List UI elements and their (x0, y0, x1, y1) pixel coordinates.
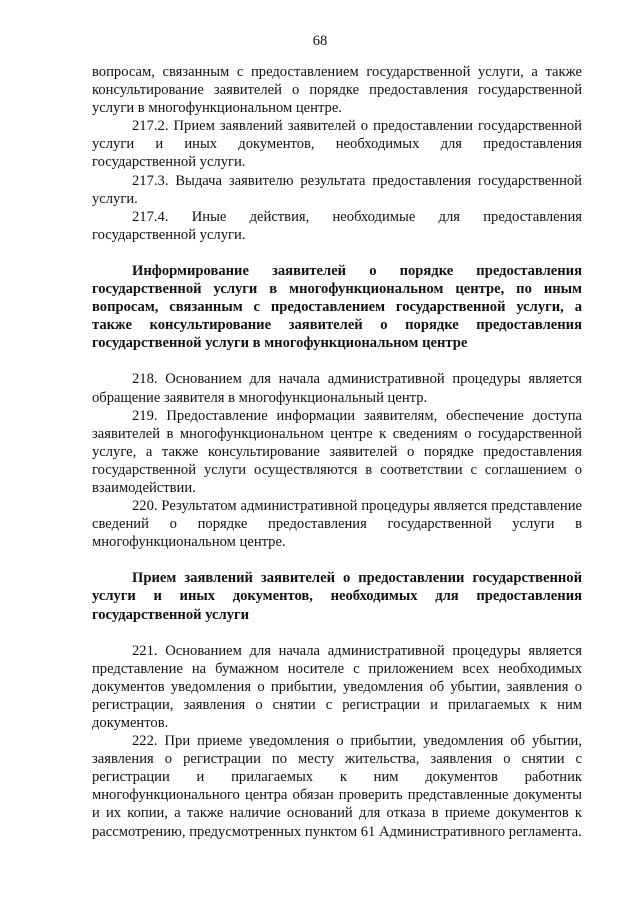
paragraph: 217.4. Иные действия, необходимые для предоставления государственной услуги. (92, 208, 582, 243)
page-body (92, 63, 582, 841)
paragraph: вопросам, связанным с предоставлением государственной услуги, а также консультирование заявителей о порядке предоставления государственной услуги в многофункциональном центре. (92, 64, 582, 117)
paragraph: 217.3. Выдача заявителю результата предоставления государственной услуги. (92, 172, 582, 207)
paragraph: 217.2. Прием заявлений заявителей о предоставлении государственной услуги и иных документов, необходимых для предоставления государственной услуги. (92, 118, 582, 171)
paragraph: 222. При приеме уведомления о прибытии, уведомления об убытии, заявления о регистрации по месту жительства, заявления о снятии с регистрации и прилагаемых к ним документов работник многофункционального центра обязан проверить представленные документы и их копии, а также наличие оснований для отказа в приеме документов к рассмотрению, предусмотренных пунктом 61 Административного регламента. (92, 733, 582, 840)
section-heading: Информирование заявителей о порядке предоставления государственной услуги в многофункциональном центре, по иным вопросам, связанным с предоставлением государственной услуги, а также консультирование заявителей о порядке предоставления государственной услуги в многофункциональном центре (92, 262, 582, 352)
paragraph: 219. Предоставление информации заявителям, обеспечение доступа заявителей в многофункциональном центре к сведениям о государственной услуге, а также консультирование заявителей о порядке предоставления государственной услуги осуществляются в соответствии с соглашением о взаимодействии. (92, 407, 582, 496)
paragraph: 220. Результатом административной процедуры является представление сведений о порядке предоставления государственной услуги в многофункциональном центре. (92, 498, 582, 551)
paragraph: 221. Основанием для начала административной процедуры является представление на бумажном носителе с приложением всех необходимых документов уведомления о прибытии, уведомления об убытии, заявления о регистрации, заявления о снятии с регистрации и прилагаемых к ним документов. (92, 642, 582, 731)
page-number: 68 (312, 33, 328, 49)
paragraph: 218. Основанием для начала административной процедуры является обращение заявителя в многофункциональный центр. (92, 371, 582, 406)
section-heading: Прием заявлений заявителей о предоставлении государственной услуги и иных документов, необходимых для предоставления государственной услуги (92, 570, 582, 623)
